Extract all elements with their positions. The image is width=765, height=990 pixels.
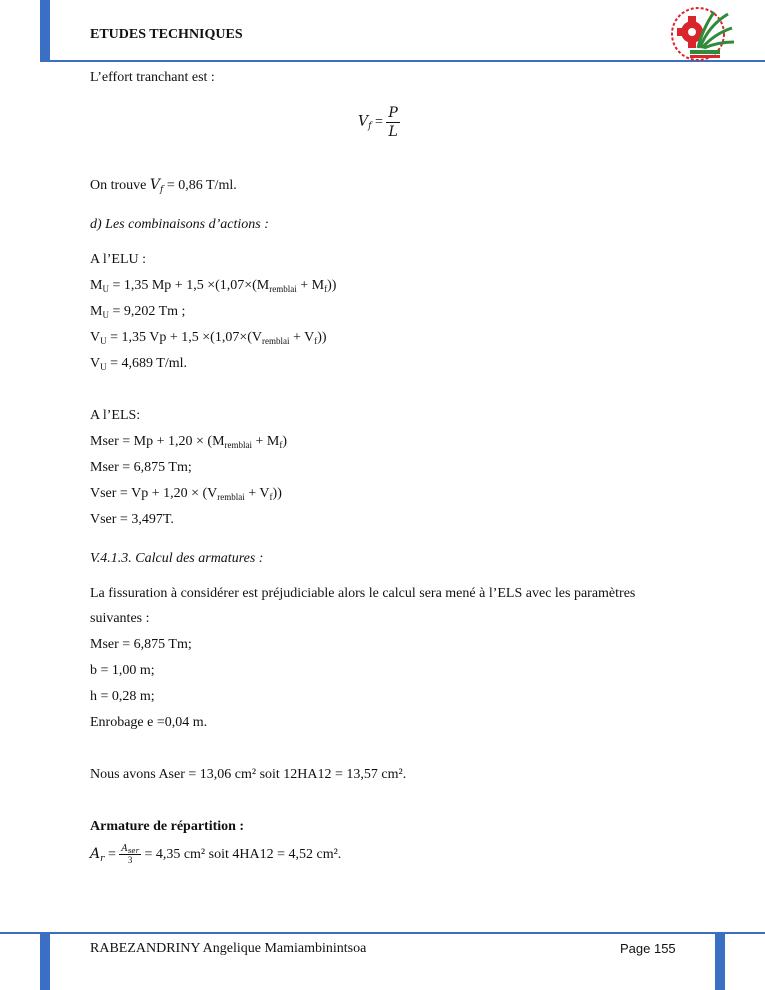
rep-eq-den: 3 [127, 855, 133, 866]
left-accent-bar-bottom [40, 932, 50, 990]
para-line-1: La fissuration à considérer est préjudiciable alors le calcul sera mené à l’ELS avec les paramètres [90, 586, 636, 601]
logo-icon [668, 4, 740, 64]
els-line-4: Vser = 3,497T. [90, 512, 174, 527]
eq-vf-num: P [388, 105, 398, 121]
rep-eq-rest: = 4,35 cm² soit 4HA12 = 4,52 cm². [140, 847, 342, 862]
intro-text: L’effort tranchant est : [90, 70, 215, 85]
on-trouve-var: V [149, 177, 161, 193]
on-trouve-rest: = 0,86 T/ml. [163, 178, 237, 193]
para-line-2: suivantes : [90, 611, 150, 626]
footer-rule [0, 932, 765, 934]
header-title: ETUDES TECHNIQUES [90, 27, 243, 42]
param-enrobage: Enrobage e =0,04 m. [90, 715, 208, 730]
section-d-heading: d) Les combinaisons d’actions : [90, 217, 269, 232]
eq-vf-fraction [386, 104, 399, 141]
right-accent-bar-bottom [715, 932, 725, 990]
rep-eq-var: A [90, 846, 101, 862]
eq-vf-lhs: V [358, 113, 369, 130]
result-line: Nous avons Aser = 13,06 cm² soit 12HA12 = 13,57 cm². [90, 767, 407, 782]
elu-line-1: $M_U = 1,35$ $Mp + 1,5 \times(1,07\times(M_{remblai} + M_f))$ [90, 278, 337, 294]
section-calc-heading: V.4.1.3. Calcul des armatures : [90, 551, 264, 566]
footer-author: RABEZANDRINY Angelique Mamiambinintsoa [90, 941, 367, 956]
elu-line-3: $V_U = 1,35$ $Vp + 1,5 \times(1,07\times(V_{remblai} + V_f))$ [90, 330, 327, 346]
rep-eq-sub: r [100, 854, 105, 864]
elu-line-4: $V_U = 4,689$ T/ml. [90, 356, 187, 372]
eq-vf-equals: = [374, 114, 383, 130]
eq-vf-den: L [388, 124, 398, 140]
rep-eq-num: $A_{ser}$ [121, 844, 139, 856]
eq-vf-lhs-sub: f [368, 121, 372, 132]
equation-vf [358, 104, 400, 141]
els-line-2: Mser = 6,875 Tm; [90, 460, 192, 475]
param-b: b = 1,00 m; [90, 663, 155, 678]
on-trouve-sub: f [160, 185, 164, 195]
footer-page-number: Page 155 [620, 941, 676, 956]
els-heading: A l’ELS: [90, 408, 141, 423]
elu-heading: A l’ELU : [90, 252, 146, 267]
rep-eq-fraction [119, 844, 141, 865]
header-rule [40, 60, 765, 62]
rep-eq-equals: = [104, 847, 120, 862]
param-mser: Mser = 6,875 Tm; [90, 637, 192, 652]
on-trouve-line [90, 176, 237, 195]
els-line-3: Vser = $Vp + 1,20 \times (V_{remblai} + V_f)$) [90, 486, 282, 502]
param-h: h = 0,28 m; [90, 689, 155, 704]
repartition-equation [90, 843, 341, 866]
on-trouve-prefix: On trouve [90, 178, 150, 193]
university-logo [668, 4, 740, 64]
els-line-1: Mser = $Mp + 1,20 \times (M_{remblai} + M_f)$ [90, 434, 288, 450]
elu-line-2: $M_U = 9,202$ Tm ; [90, 304, 186, 320]
repartition-heading: Armature de répartition : [90, 819, 245, 834]
left-accent-bar-top [40, 0, 50, 62]
